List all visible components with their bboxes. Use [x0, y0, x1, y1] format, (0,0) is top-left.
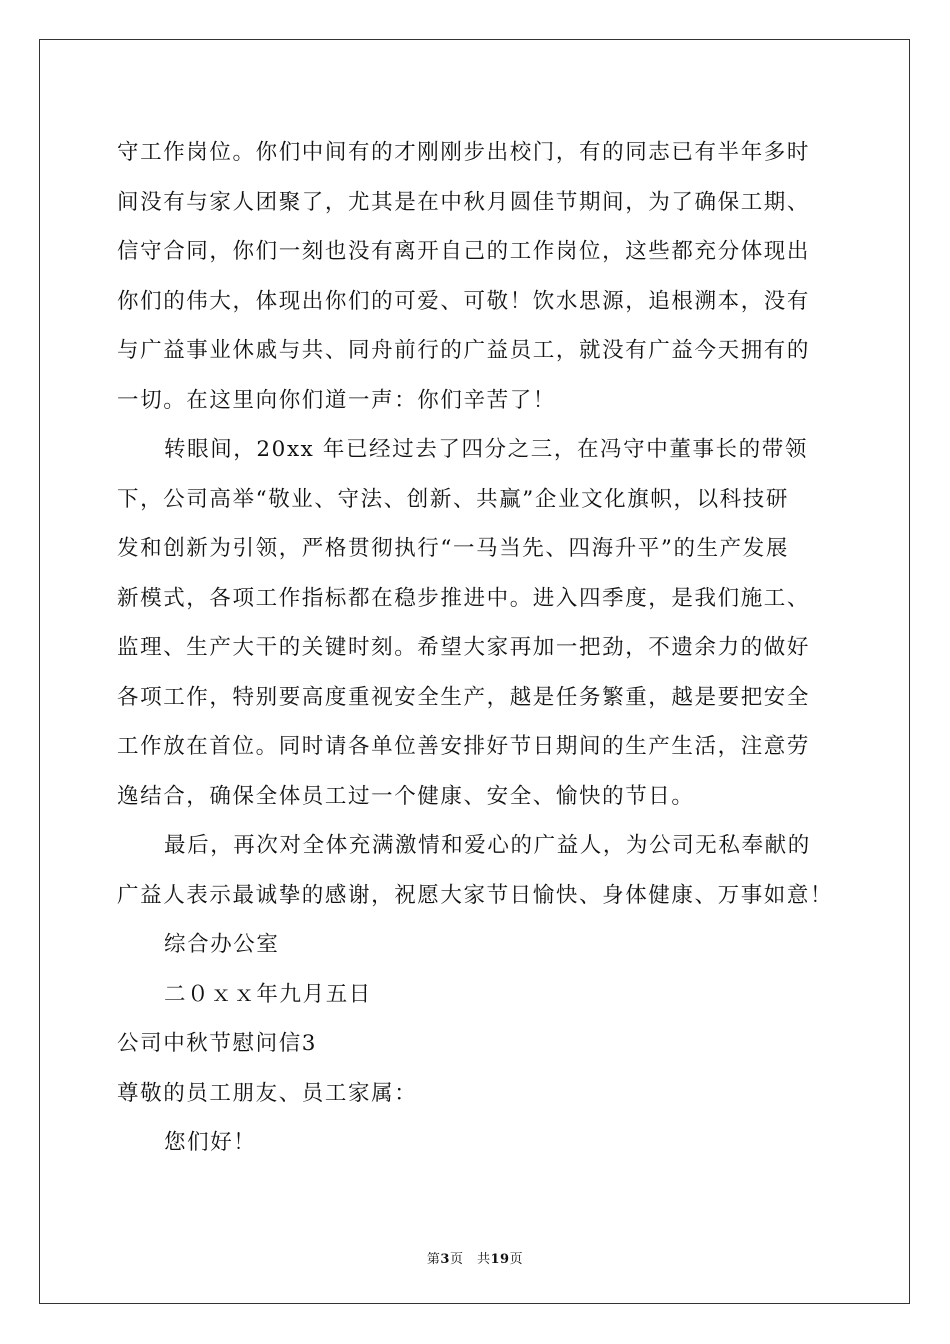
footer-suffix: 页 [509, 1252, 524, 1267]
text-line: 工作放在首位。同时请各单位善安排好节日期间的生产生活，注意劳 [117, 734, 811, 759]
text-line: 逸结合，确保全体员工过一个健康、安全、愉快的节日。 [117, 783, 695, 809]
text-line: 下，公司高举“敬业、守法、创新、共赢”企业文化旗帜，以科技研 [117, 486, 789, 512]
text-line: 监理、生产大干的关键时刻。希望大家再加一把劲，不遗余力的做好 [117, 635, 811, 660]
text-line: 公司中秋节慰问信3 [117, 1031, 318, 1056]
text-line: 各项工作，特别要高度重视安全生产，越是任务繁重，越是要把安全 [117, 684, 811, 710]
current-page-number: 3 [440, 1252, 450, 1267]
footer-middle: 页 共 [449, 1252, 491, 1267]
text-line: 二０ｘｘ年九月五日 [164, 981, 372, 1007]
text-line: 一切。在这里向你们道一声：你们辛苦了！ [117, 387, 556, 413]
text-line: 你们的伟大，体现出你们的可爱、可敬！饮水思源，追根溯本，没有 [117, 288, 811, 314]
total-page-number: 19 [490, 1252, 510, 1267]
text-line: 间没有与家人团聚了，尤其是在中秋月圆佳节期间，为了确保工期、 [117, 189, 811, 215]
text-line: 最后，再次对全体充满激情和爱心的广益人，为公司无私奉献的 [164, 833, 811, 858]
text-line: 广益人表示最诚挚的感谢，祝愿大家节日愉快、身体健康、万事如意！ [117, 882, 834, 908]
text-line: 发和创新为引领，严格贯彻执行“一马当先、四海升平”的生产发展 [117, 536, 789, 561]
text-line: 您们好！ [164, 1130, 257, 1155]
text-line: 新模式，各项工作指标都在稳步推进中。进入四季度，是我们施工、 [117, 585, 811, 611]
text-line: 守工作岗位。你们中间有的才刚刚步出校门，有的同志已有半年多时 [117, 140, 811, 165]
footer-prefix: 第 [426, 1252, 441, 1267]
text-line: 与广益事业休戚与共、同舟前行的广益员工，就没有广益今天拥有的 [117, 338, 811, 363]
text-line: 尊敬的员工朋友、员工家属： [117, 1080, 418, 1106]
page-footer [0, 1248, 950, 1267]
text-line: 信守合同，你们一刻也没有离开自己的工作岗位，这些都充分体现出 [117, 239, 811, 264]
text-line: 转眼间，20xx 年已经过去了四分之三，在冯守中董事长的带领 [164, 437, 808, 462]
document-body [117, 128, 837, 1168]
text-line: 综合办公室 [164, 932, 280, 957]
